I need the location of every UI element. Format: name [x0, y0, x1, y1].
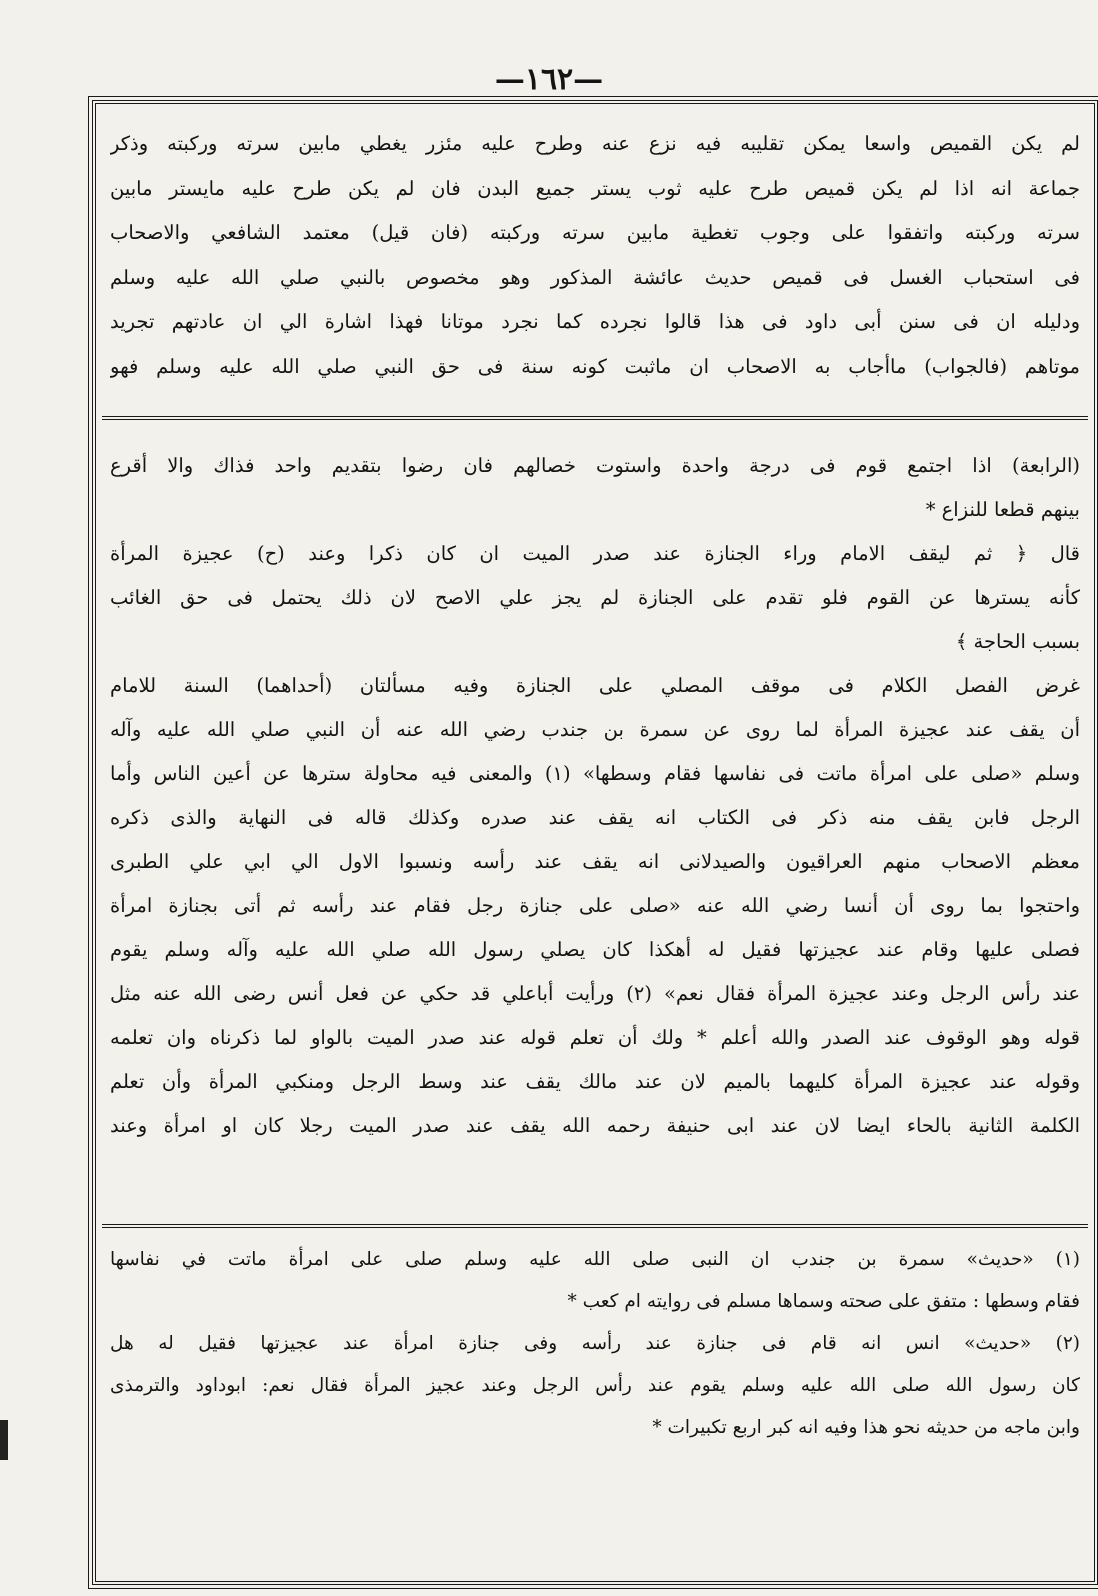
footnotes: [110, 1239, 1080, 1449]
page-number: —١٦٢—: [494, 62, 604, 97]
text-line: بينهم قطعا للنزاع *: [925, 498, 1080, 521]
footnote-divider: [102, 1224, 1088, 1228]
text-line: أن يقف عند عجيزة المرأة لما روى عن سمرة بن جندب رضي الله عنه أن النبي صلي الله عليه وآله: [110, 718, 1080, 741]
text-line: معظم الاصحاب منهم العراقيون والصيدلانى انه يقف عند رأسه ونسبوا الاول الي ابي علي الطبرى: [110, 850, 1080, 873]
text-line: فى استحباب الغسل فى قميص حديث عائشة المذكور وهو مخصوص بالنبي صلي الله عليه وسلم: [110, 265, 1080, 289]
text-line: الكلمة الثانية بالحاء ايضا لان عند ابى حنيفة رحمه الله يقف عند صدر الميت رجلا كان او امرأة وعند: [110, 1114, 1080, 1137]
text-line: قال ﴿ ثم ليقف الامام وراء الجنازة عند صدر الميت ان كان ذكرا وعند (ح) عجيزة المرأة: [110, 542, 1080, 565]
text-line: كأنه يسترها عن القوم فلو تقدم على الجنازة لم يجز علي الاصح لان ذلك يحتمل فى حق الغائب: [110, 586, 1080, 609]
text-line: فصلى عليها وقام عند عجيزتها فقيل له أهكذا كان يصلي رسول الله صلي الله عليه وآله وسلم يقوم: [110, 938, 1080, 961]
footnote-line: فقام وسطها : متفق على صحته وسماها مسلم فى روايته ام كعب *: [567, 1291, 1080, 1312]
footnote-line: كان رسول الله صلى الله عليه وسلم يقوم عند رأس الرجل وعند عجيز المرأة فقال نعم: ابوداود والترمذى: [110, 1375, 1080, 1396]
text-line: (الرابعة) اذا اجتمع قوم فى درجة واحدة واستوت خصالهم فان رضوا بتقديم واحد فذاك والا أقرع: [110, 454, 1080, 477]
footnote-line: (٢) «حديث» انس انه قام فى جنازة عند رأسه وفى جنازة امرأة عند عجيزتها فقيل له هل: [110, 1333, 1080, 1354]
text-line: وسلم «صلى على امرأة ماتت فى نفاسها فقام وسطها» (١) والمعنى فيه محاولة سترها عن أعين الناس وأما: [110, 762, 1080, 785]
page-edge-mark: [0, 1420, 8, 1460]
footnote-line: (١) «حديث» سمرة بن جندب ان النبى صلى الله عليه وسلم صلى على امرأة ماتت في نفاسها: [110, 1249, 1080, 1270]
text-line: وقوله عند عجيزة المرأة كليهما بالميم لان عند مالك يقف عند وسط الرجل ومنكبي المرأة وأن تعلم: [110, 1070, 1080, 1093]
text-line: واحتجوا بما روى أن أنسا رضي الله عنه «صلى على جنازة رجل فقام عند رأسه ثم أتى بجنازة امرأة: [110, 894, 1080, 917]
text-line: ودليله ان فى سنن أبى داود فى هذا قالوا نجرده كما نجرد موتانا فهذا اشارة الي ان عادتهم تجريد: [110, 310, 1080, 333]
text-line: جماعة انه اذا لم يكن قميص طرح عليه ثوب يستر جميع البدن فان لم يكن طرح عليه مايستر مابين: [110, 176, 1080, 200]
continued-commentary: [110, 122, 1080, 389]
text-line: قوله وهو الوقوف عند الصدر والله أعلم * ولك أن تعلم قوله عند صدر الميت بالواو لما ذكرناه وان تعلمه: [110, 1026, 1080, 1049]
text-line: بسبب الحاجة ﴾: [955, 630, 1080, 653]
section-divider: [102, 416, 1088, 420]
text-line: موتاهم (فالجواب) ماأجاب به الاصحاب ان ماثبت كونه سنة فى حق النبي صلي الله عليه وسلم فهو: [110, 354, 1080, 378]
text-line: غرض الفصل الكلام فى موقف المصلي على الجنازة وفيه مسألتان (أحداهما) السنة للامام: [110, 674, 1080, 697]
main-text: [110, 444, 1080, 1148]
text-line: الرجل فابن يقف منه ذكر فى الكتاب انه يقف عند صدره وكذلك قاله فى النهاية والذى ذكره: [110, 806, 1080, 829]
text-line: لم يكن القميص واسعا يمكن تقليبه فيه نزع عنه وطرح عليه مئزر يغطي مابين سرته وركبته وذكر: [110, 132, 1080, 155]
text-frame: [92, 100, 1098, 1585]
footnote-line: وابن ماجه من حديثه نحو هذا وفيه انه كبر اربع تكبيرات *: [652, 1417, 1080, 1438]
text-line: سرته وركبته واتفقوا على وجوب تغطية مابين سرته وركبته (فان قيل) معتمد الشافعي والاصحاب: [110, 221, 1080, 244]
text-line: عند رأس الرجل وعند عجيزة المرأة فقال نعم» (٢) ورأيت أباعلي قد حكي عن فعل أنس رضى الله عنه مثل: [110, 982, 1080, 1005]
